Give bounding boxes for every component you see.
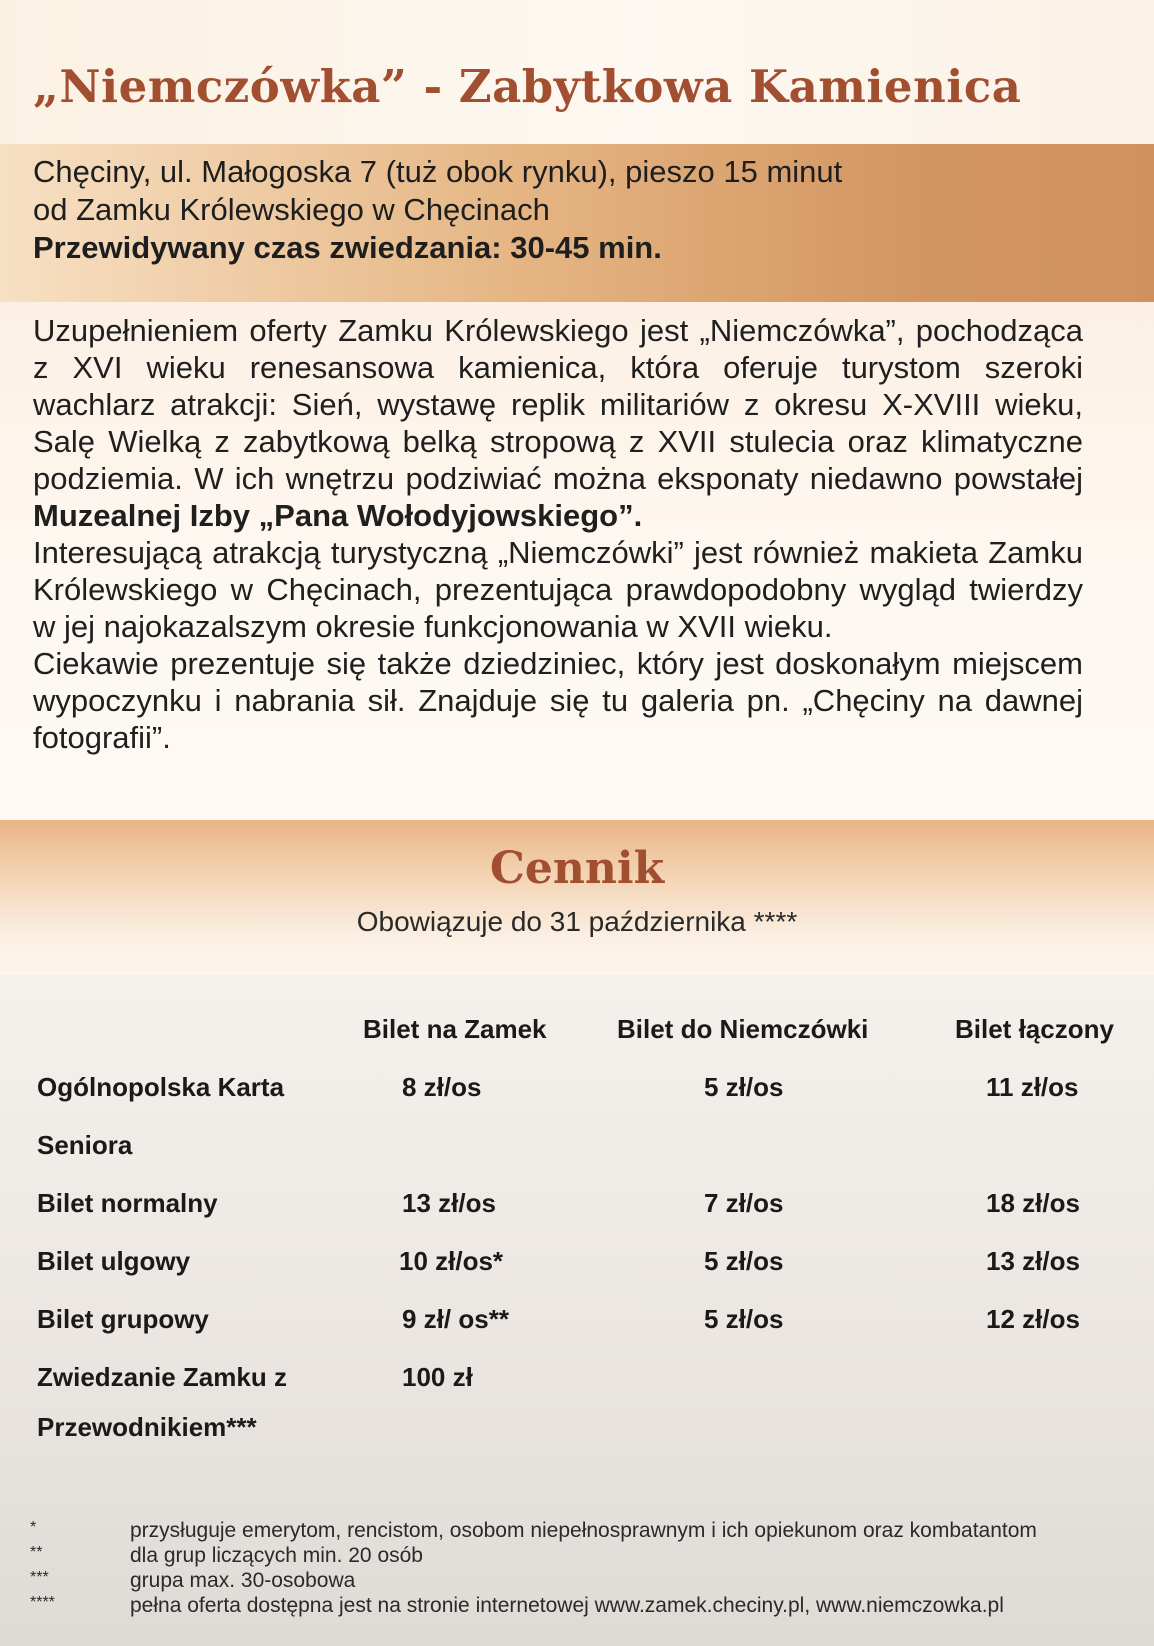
visit-time [33,229,842,267]
price-zamek: 100 zł [402,1362,473,1392]
price-niemczowka: 5 zł/os [704,1246,784,1276]
price-niemczowka: 5 zł/os [704,1072,784,1102]
pricing-subtitle: Obowiązuje do 31 października **** [356,906,798,937]
row-label-line-2: Przewodnikiem*** [37,1412,257,1442]
row-label: Zwiedzanie Zamku z [37,1362,287,1392]
description [33,312,1083,756]
page-title: „Niemczówka” - Zabytkowa Kamienica [33,60,1022,113]
footnote-mark: *** [30,1569,49,1586]
price-laczony: 13 zł/os [986,1246,1080,1276]
row-label: Bilet grupowy [37,1304,209,1334]
footnote-mark: * [30,1519,37,1536]
header-bilet-zamek: Bilet na Zamek [363,1014,547,1044]
row-label: Bilet normalny [37,1188,218,1218]
price-niemczowka: 5 zł/os [704,1304,784,1334]
row-label: Bilet ulgowy [37,1246,191,1276]
footnote-mark: **** [30,1594,55,1611]
footnote [0,1544,1154,1570]
row-label-line-2: Seniora [37,1130,133,1160]
pricing-title: Cennik [489,843,665,894]
footnote-text: przysługuje emerytom, rencistom, osobom niepełnosprawnym i ich opiekunom oraz kombatantom [130,1519,1037,1542]
description-p1-text: Uzupełnieniem oferty Zamku Królewskiego jest „Niemczówka”, pochodząca z XVI wieku renesansowa kamienica, która oferuje turystom szeroki wachlarz atrakcji: Sień, wystawę replik militariów z okresu X-XVIII wieku, Salę Wielką z zabytkową belką stropową z XVII stulecia oraz klimatyczne podziemia. W ich wnętrzu podziwiać można eksponaty niedawno powstałej [33,313,1083,496]
description-paragraph-1 [33,312,1083,534]
header-bilet-niemczowka: Bilet do Niemczówki [617,1014,869,1044]
header-bilet-laczony: Bilet łączony [955,1014,1114,1044]
price-laczony: 12 zł/os [986,1304,1080,1334]
footnote [0,1569,1154,1595]
price-zamek: 9 zł/ os** [402,1304,509,1334]
price-laczony: 11 zł/os [986,1072,1079,1102]
footnote-text: pełna oferta dostępna jest na stronie internetowej www.zamek.checiny.pl, www.niemczowka.pl [130,1594,1004,1617]
museum-name: Muzealnej Izby „Pana Wołodyjowskiego”. [33,498,643,533]
visit-time-text: Przewidywany czas zwiedzania: 30-45 min. [33,230,662,265]
address-line-2: od Zamku Królewskiego w Chęcinach [33,192,550,227]
row-label: Ogólnopolska Karta [37,1072,285,1102]
price-niemczowka: 7 zł/os [704,1188,784,1218]
price-zamek: 8 zł/os [402,1072,482,1102]
price-zamek: 10 zł/os* [399,1246,504,1276]
footnote [0,1594,1154,1620]
footnote-text: grupa max. 30-osobowa [130,1569,356,1592]
price-zamek: 13 zł/os [402,1188,496,1218]
footnote-mark: ** [30,1544,43,1561]
price-laczony: 18 zł/os [986,1188,1080,1218]
address-line-1: Chęciny, ul. Małogoska 7 (tuż obok rynku), pieszo 15 minut [33,154,843,189]
address-block [33,153,842,267]
footnote [0,1519,1154,1545]
footnote-text: dla grup liczących min. 20 osób [130,1544,423,1567]
description-paragraph-3: Ciekawie prezentuje się także dziedziniec, który jest doskonałym miejscem wypoczynku i nabrania sił. Znajduje się tu galeria pn. „Chęciny na dawnej fotografii”. [33,646,1083,755]
description-paragraph-2: Interesującą atrakcją turystyczną „Niemczówki” jest również makieta Zamku Królewskiego w Chęcinach, prezentująca prawdopodobny wygląd twierdzy w jej najokazalszym okresie funkcjonowania w XVII wieku. [33,535,1083,644]
